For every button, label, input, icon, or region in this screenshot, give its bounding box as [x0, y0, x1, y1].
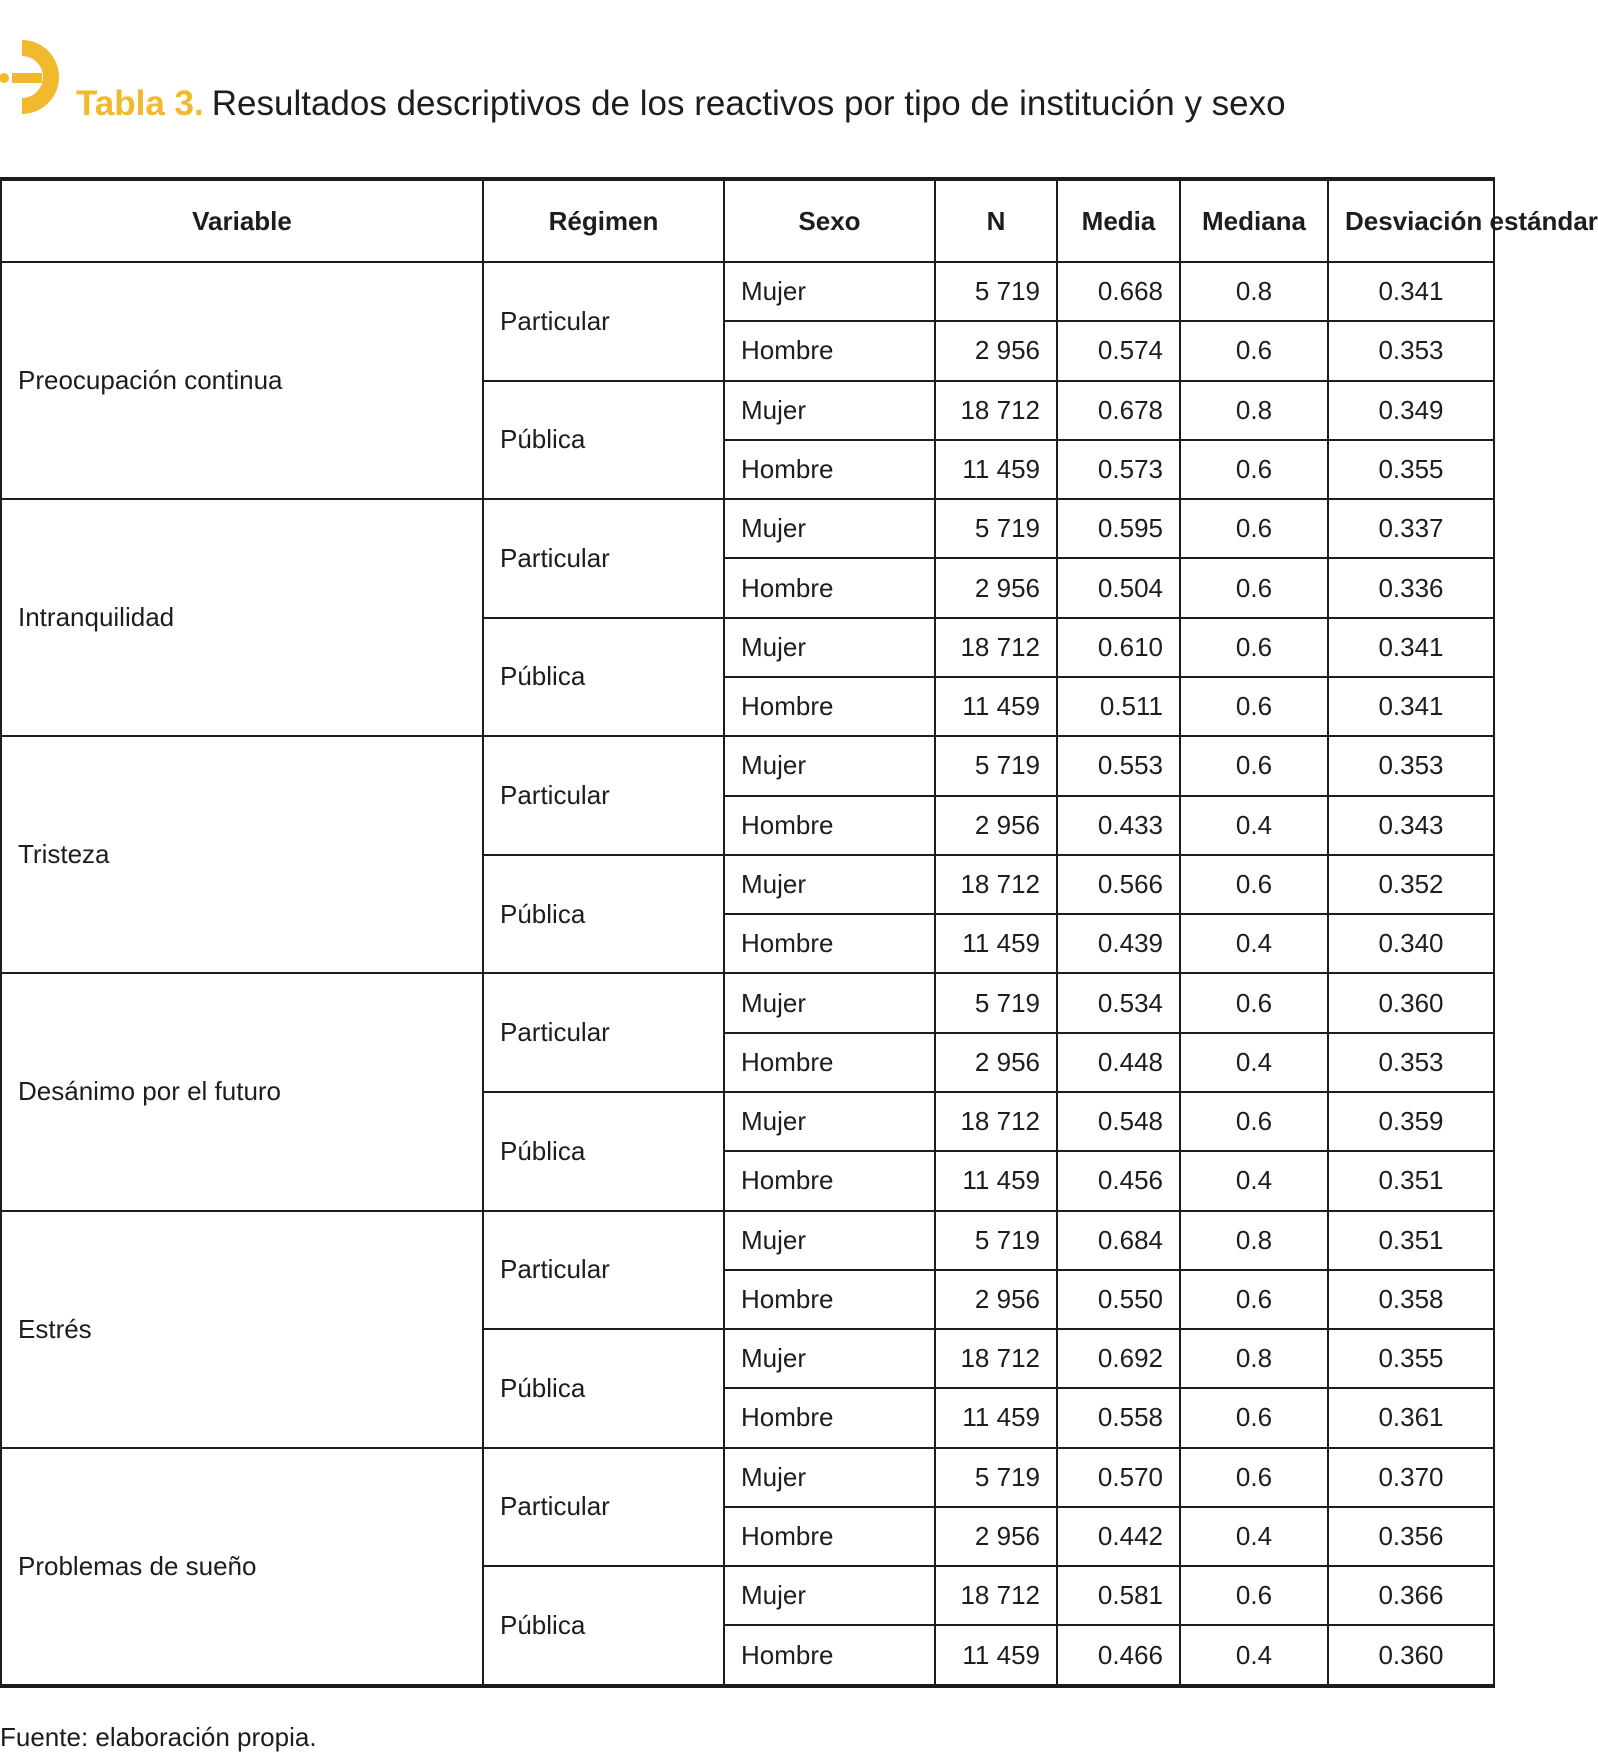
media-cell: 0.448	[1057, 1033, 1180, 1092]
mediana-cell: 0.6	[1180, 618, 1328, 677]
sexo-cell: Hombre	[724, 1270, 935, 1329]
desviacion-cell: 0.341	[1328, 677, 1494, 736]
sexo-cell: Mujer	[724, 1566, 935, 1625]
desviacion-cell: 0.349	[1328, 381, 1494, 440]
sexo-cell: Mujer	[724, 499, 935, 558]
media-cell: 0.456	[1057, 1151, 1180, 1210]
media-cell: 0.511	[1057, 677, 1180, 736]
desviacion-cell: 0.358	[1328, 1270, 1494, 1329]
table-title: Resultados descriptivos de los reactivos por tipo de institución y sexo	[211, 84, 1286, 123]
sexo-cell: Mujer	[724, 1329, 935, 1388]
mediana-cell: 0.4	[1180, 1625, 1328, 1686]
source-note: Fuente: elaboración propia.	[0, 1722, 317, 1752]
mediana-cell: 0.6	[1180, 855, 1328, 914]
n-cell: 18 712	[935, 381, 1057, 440]
media-cell: 0.610	[1057, 618, 1180, 677]
n-cell: 2 956	[935, 1270, 1057, 1329]
regimen-cell: Particular	[483, 973, 724, 1092]
sexo-cell: Mujer	[724, 1092, 935, 1151]
desviacion-cell: 0.337	[1328, 499, 1494, 558]
media-cell: 0.581	[1057, 1566, 1180, 1625]
regimen-cell: Pública	[483, 381, 724, 500]
variable-cell: Intranquilidad	[1, 499, 483, 736]
desviacion-cell: 0.370	[1328, 1448, 1494, 1507]
media-cell: 0.574	[1057, 321, 1180, 380]
header-desviacion: Desviación estándar	[1328, 179, 1494, 262]
pacman-dot-logo-icon	[0, 36, 72, 118]
desviacion-cell: 0.353	[1328, 736, 1494, 795]
variable-cell: Estrés	[1, 1211, 483, 1448]
mediana-cell: 0.6	[1180, 973, 1328, 1032]
mediana-cell: 0.8	[1180, 381, 1328, 440]
table-number: Tabla 3.	[76, 84, 204, 123]
sexo-cell: Hombre	[724, 321, 935, 380]
media-cell: 0.566	[1057, 855, 1180, 914]
header-mediana: Mediana	[1180, 179, 1328, 262]
media-cell: 0.595	[1057, 499, 1180, 558]
sexo-cell: Mujer	[724, 1448, 935, 1507]
regimen-cell: Particular	[483, 499, 724, 618]
header-row	[1, 179, 1494, 262]
sexo-cell: Mujer	[724, 618, 935, 677]
desviacion-cell: 0.341	[1328, 262, 1494, 321]
desviacion-cell: 0.336	[1328, 558, 1494, 617]
mediana-cell: 0.6	[1180, 1566, 1328, 1625]
table-row	[1, 973, 1494, 1032]
mediana-cell: 0.6	[1180, 440, 1328, 499]
mediana-cell: 0.6	[1180, 1092, 1328, 1151]
mediana-cell: 0.4	[1180, 914, 1328, 973]
n-cell: 5 719	[935, 262, 1057, 321]
media-cell: 0.548	[1057, 1092, 1180, 1151]
desviacion-cell: 0.360	[1328, 1625, 1494, 1686]
n-cell: 2 956	[935, 796, 1057, 855]
sexo-cell: Mujer	[724, 973, 935, 1032]
desviacion-cell: 0.340	[1328, 914, 1494, 973]
desviacion-cell: 0.366	[1328, 1566, 1494, 1625]
desviacion-cell: 0.360	[1328, 973, 1494, 1032]
desviacion-cell: 0.355	[1328, 440, 1494, 499]
desviacion-cell: 0.356	[1328, 1507, 1494, 1566]
mediana-cell: 0.8	[1180, 1211, 1328, 1270]
mediana-cell: 0.8	[1180, 262, 1328, 321]
n-cell: 5 719	[935, 499, 1057, 558]
sexo-cell: Mujer	[724, 262, 935, 321]
media-cell: 0.668	[1057, 262, 1180, 321]
variable-cell: Desánimo por el futuro	[1, 973, 483, 1210]
regimen-cell: Particular	[483, 1211, 724, 1330]
n-cell: 11 459	[935, 677, 1057, 736]
desviacion-cell: 0.355	[1328, 1329, 1494, 1388]
regimen-cell: Pública	[483, 855, 724, 974]
n-cell: 18 712	[935, 1329, 1057, 1388]
n-cell: 2 956	[935, 1507, 1057, 1566]
sexo-cell: Hombre	[724, 796, 935, 855]
desviacion-cell: 0.341	[1328, 618, 1494, 677]
desviacion-cell: 0.351	[1328, 1151, 1494, 1210]
media-cell: 0.433	[1057, 796, 1180, 855]
mediana-cell: 0.6	[1180, 677, 1328, 736]
sexo-cell: Hombre	[724, 1507, 935, 1566]
mediana-cell: 0.6	[1180, 1270, 1328, 1329]
regimen-cell: Pública	[483, 1092, 724, 1211]
regimen-cell: Pública	[483, 618, 724, 737]
table-row	[1, 1448, 1494, 1507]
n-cell: 2 956	[935, 321, 1057, 380]
n-cell: 18 712	[935, 1566, 1057, 1625]
variable-cell: Problemas de sueño	[1, 1448, 483, 1686]
header-media: Media	[1057, 179, 1180, 262]
n-cell: 11 459	[935, 1388, 1057, 1447]
mediana-cell: 0.6	[1180, 1448, 1328, 1507]
header-variable: Variable	[1, 179, 483, 262]
desviacion-cell: 0.353	[1328, 321, 1494, 380]
mediana-cell: 0.4	[1180, 1507, 1328, 1566]
n-cell: 11 459	[935, 1625, 1057, 1686]
table-row	[1, 1211, 1494, 1270]
media-cell: 0.684	[1057, 1211, 1180, 1270]
media-cell: 0.442	[1057, 1507, 1180, 1566]
sexo-cell: Hombre	[724, 1388, 935, 1447]
media-cell: 0.692	[1057, 1329, 1180, 1388]
n-cell: 2 956	[935, 558, 1057, 617]
mediana-cell: 0.6	[1180, 1388, 1328, 1447]
regimen-cell: Particular	[483, 262, 724, 381]
mediana-cell: 0.8	[1180, 1329, 1328, 1388]
mediana-cell: 0.6	[1180, 499, 1328, 558]
n-cell: 11 459	[935, 440, 1057, 499]
n-cell: 11 459	[935, 914, 1057, 973]
desviacion-cell: 0.343	[1328, 796, 1494, 855]
variable-cell: Tristeza	[1, 736, 483, 973]
desviacion-cell: 0.351	[1328, 1211, 1494, 1270]
media-cell: 0.553	[1057, 736, 1180, 795]
desviacion-cell: 0.353	[1328, 1033, 1494, 1092]
sexo-cell: Hombre	[724, 677, 935, 736]
mediana-cell: 0.6	[1180, 321, 1328, 380]
desviacion-cell: 0.352	[1328, 855, 1494, 914]
n-cell: 2 956	[935, 1033, 1057, 1092]
sexo-cell: Hombre	[724, 440, 935, 499]
media-cell: 0.439	[1057, 914, 1180, 973]
sexo-cell: Hombre	[724, 1151, 935, 1210]
sexo-cell: Hombre	[724, 914, 935, 973]
table-row	[1, 499, 1494, 558]
media-cell: 0.466	[1057, 1625, 1180, 1686]
n-cell: 18 712	[935, 855, 1057, 914]
mediana-cell: 0.4	[1180, 1033, 1328, 1092]
header-n: N	[935, 179, 1057, 262]
n-cell: 5 719	[935, 973, 1057, 1032]
n-cell: 5 719	[935, 1211, 1057, 1270]
media-cell: 0.570	[1057, 1448, 1180, 1507]
regimen-cell: Pública	[483, 1566, 724, 1686]
sexo-cell: Hombre	[724, 558, 935, 617]
sexo-cell: Mujer	[724, 736, 935, 795]
table-body	[1, 262, 1494, 1686]
mediana-cell: 0.6	[1180, 558, 1328, 617]
variable-cell: Preocupación continua	[1, 262, 483, 499]
mediana-cell: 0.4	[1180, 796, 1328, 855]
header-sexo: Sexo	[724, 179, 935, 262]
media-cell: 0.558	[1057, 1388, 1180, 1447]
media-cell: 0.534	[1057, 973, 1180, 1032]
n-cell: 18 712	[935, 618, 1057, 677]
media-cell: 0.504	[1057, 558, 1180, 617]
n-cell: 11 459	[935, 1151, 1057, 1210]
n-cell: 5 719	[935, 736, 1057, 795]
sexo-cell: Hombre	[724, 1625, 935, 1686]
media-cell: 0.573	[1057, 440, 1180, 499]
table-row	[1, 736, 1494, 795]
sexo-cell: Mujer	[724, 1211, 935, 1270]
desviacion-cell: 0.359	[1328, 1092, 1494, 1151]
media-cell: 0.550	[1057, 1270, 1180, 1329]
n-cell: 5 719	[935, 1448, 1057, 1507]
regimen-cell: Particular	[483, 1448, 724, 1567]
results-table	[0, 177, 1598, 1688]
mediana-cell: 0.6	[1180, 736, 1328, 795]
desviacion-cell: 0.361	[1328, 1388, 1494, 1447]
sexo-cell: Mujer	[724, 381, 935, 440]
table-caption	[76, 82, 1286, 126]
sexo-cell: Mujer	[724, 855, 935, 914]
sexo-cell: Hombre	[724, 1033, 935, 1092]
table-row	[1, 262, 1494, 321]
regimen-cell: Pública	[483, 1329, 724, 1448]
header-regimen: Régimen	[483, 179, 724, 262]
media-cell: 0.678	[1057, 381, 1180, 440]
n-cell: 18 712	[935, 1092, 1057, 1151]
regimen-cell: Particular	[483, 736, 724, 855]
mediana-cell: 0.4	[1180, 1151, 1328, 1210]
